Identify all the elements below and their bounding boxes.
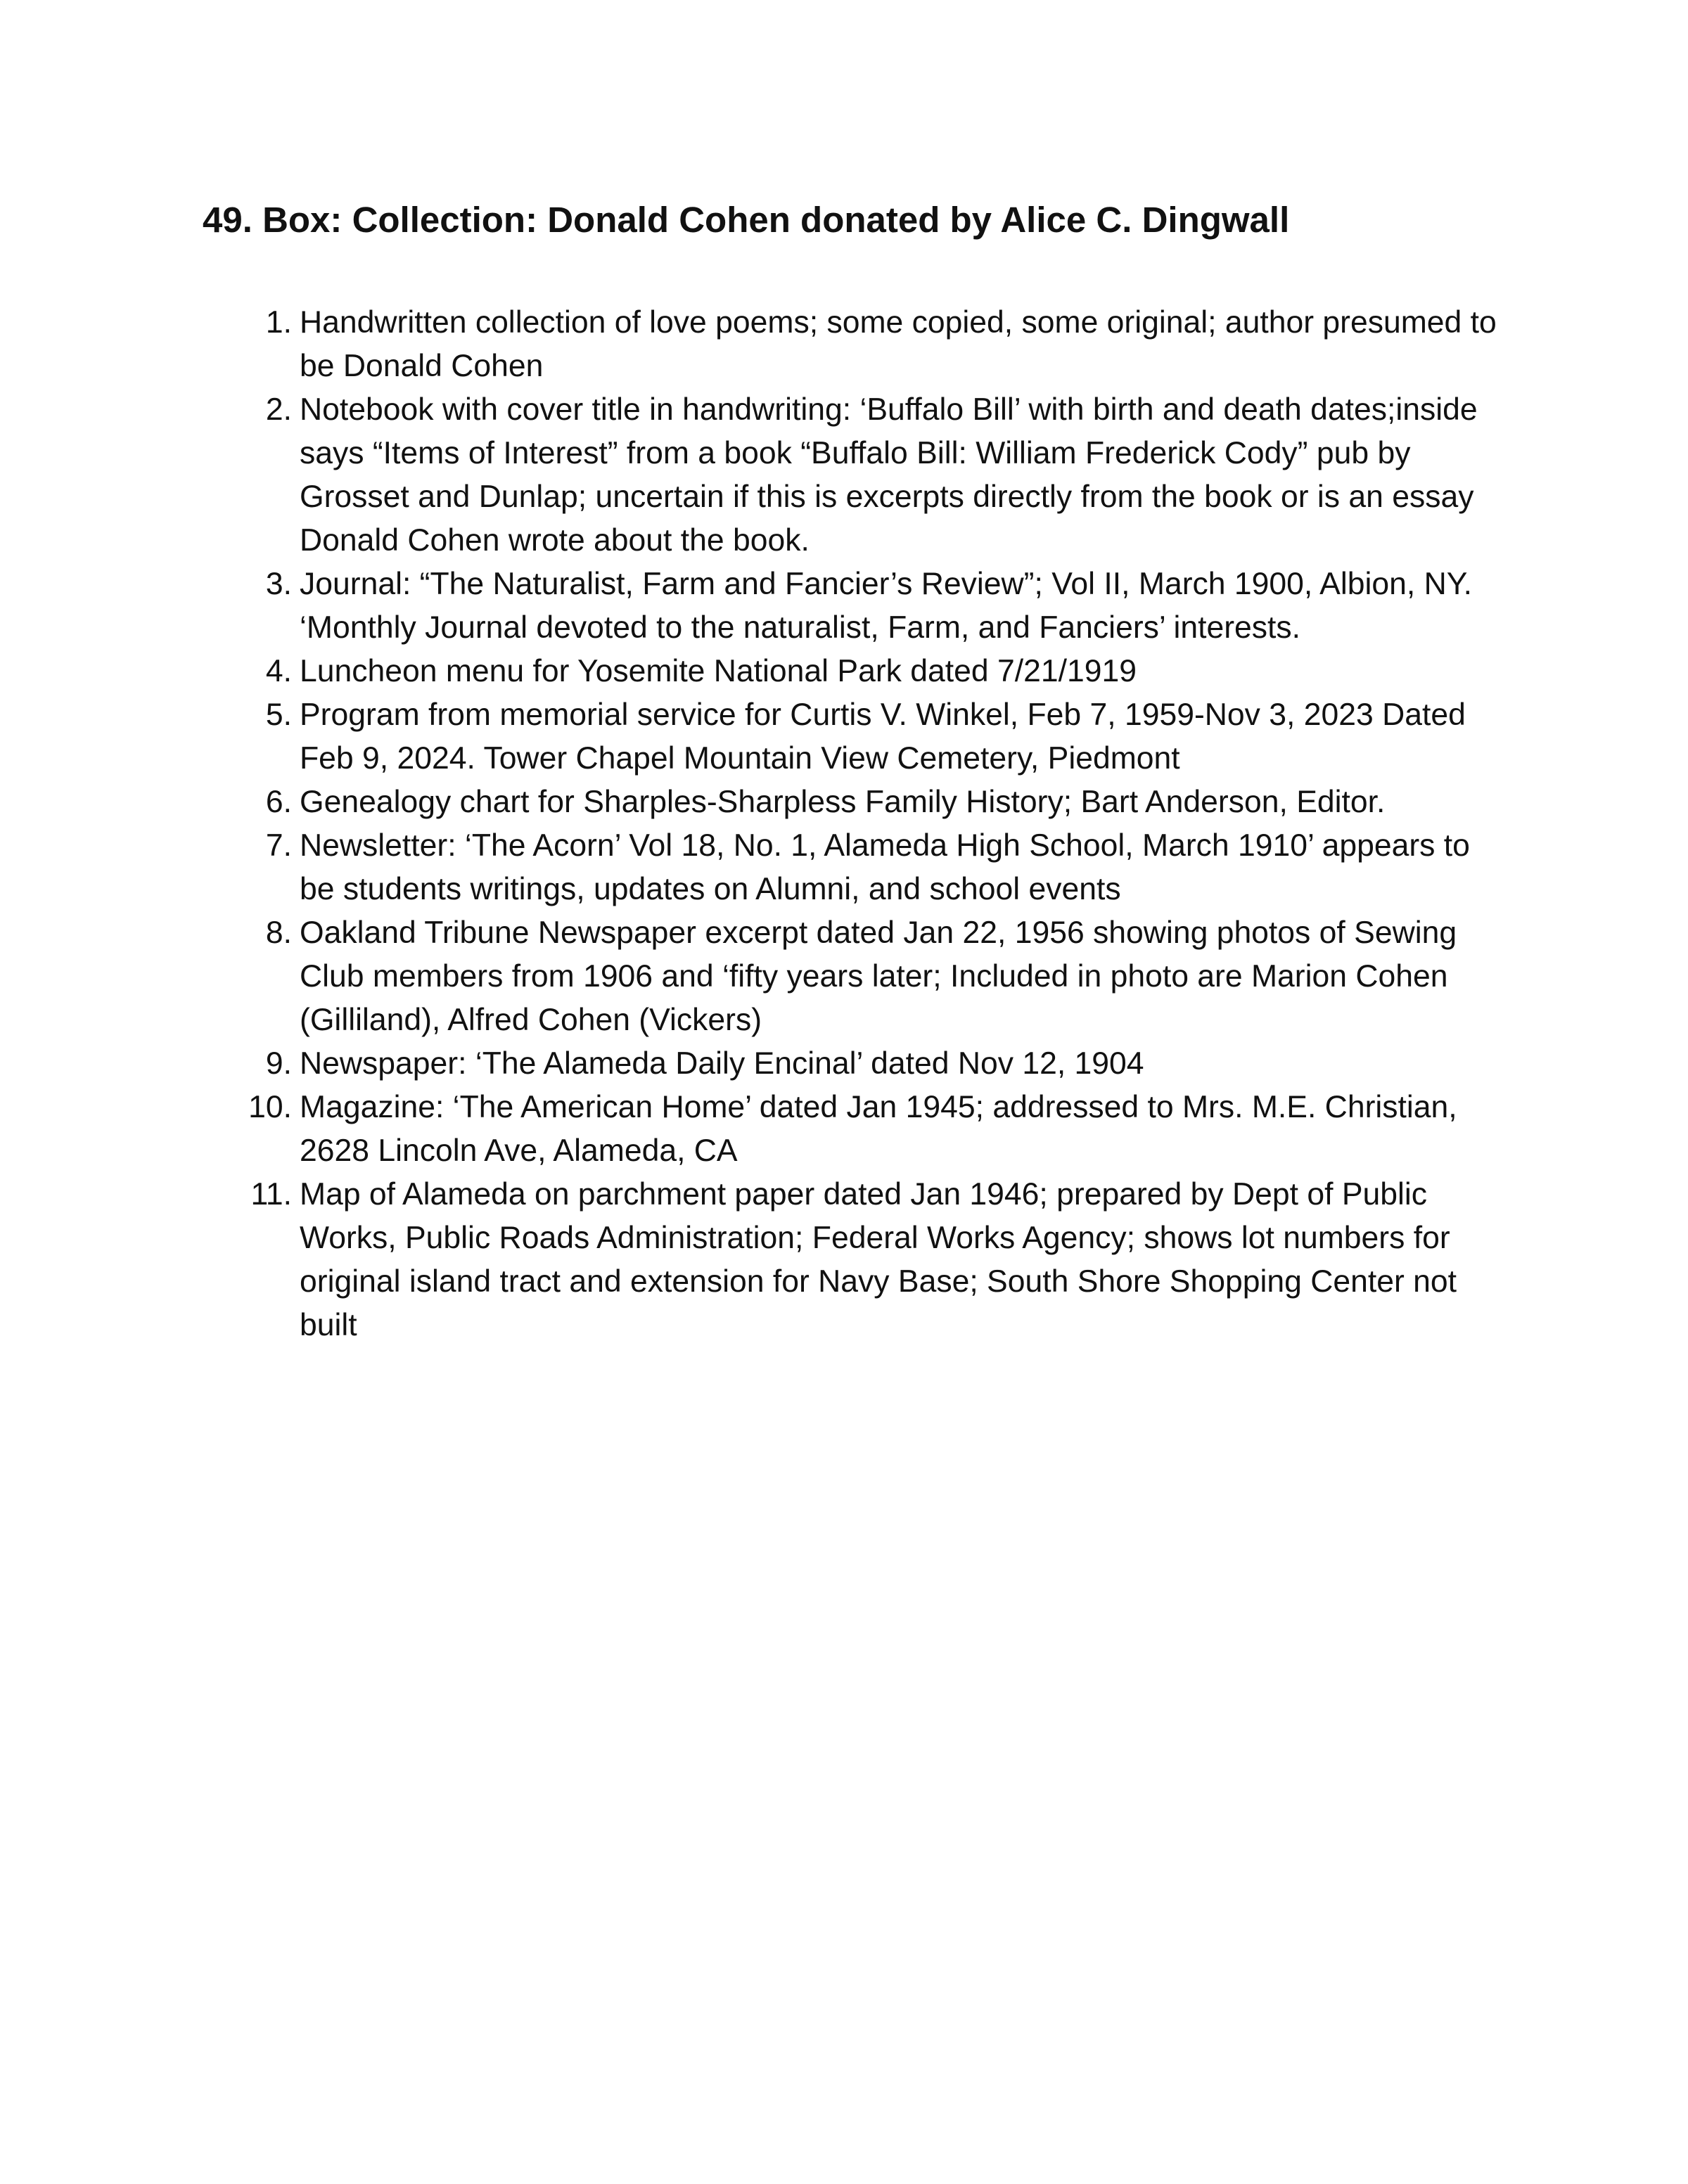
item-text: Handwritten collection of love poems; some copied, some original; author presumed to be Donald Cohen <box>300 305 1497 383</box>
item-text: Journal: “The Naturalist, Farm and Fancier’s Review”; Vol II, March 1900, Albion, NY. ‘Monthly Journal devoted to the naturalist, Farm, and Fanciers’ interests. <box>300 567 1473 645</box>
list-item <box>0 824 1688 911</box>
item-number: 4. <box>265 654 292 688</box>
item-number: 8. <box>265 916 292 950</box>
item-text: Notebook with cover title in handwriting: ‘Buffalo Bill’ with birth and death dates;inside says “Items of Interest” from a book “Buffalo Bill: William Frederick Cody” pub by Grosset and Dunlap; uncertain if this is excerpts directly from the book or is an essay Donald Cohen wrote about the book. <box>300 392 1478 558</box>
list-item <box>0 911 1688 1042</box>
item-number: 5. <box>265 698 292 732</box>
list-item <box>0 563 1688 650</box>
document-title: 49. Box: Collection: Donald Cohen donated by Alice C. Dingwall <box>203 200 1290 240</box>
list-item <box>0 1086 1688 1173</box>
list-item <box>0 301 1688 388</box>
item-text: Oakland Tribune Newspaper excerpt dated Jan 22, 1956 showing photos of Sewing Club members from 1906 and ‘fifty years later; Included in photo are Marion Cohen (Gilliland), Alfred Cohen (Vickers) <box>300 916 1457 1037</box>
item-number: 2. <box>265 392 292 427</box>
item-text: Map of Alameda on parchment paper dated Jan 1946; prepared by Dept of Public Works, Public Roads Administration; Federal Works Agency; shows lot numbers for original island tract and extension for Navy Base; South Shore Shopping Center not built <box>300 1177 1457 1342</box>
item-text: Magazine: ‘The American Home’ dated Jan 1945; addressed to Mrs. M.E. Christian, 2628 Lincoln Ave, Alameda, CA <box>300 1090 1457 1168</box>
list-item <box>0 388 1688 563</box>
item-number: 1. <box>265 305 292 340</box>
list-item <box>0 1173 1688 1347</box>
item-list <box>0 301 1688 1347</box>
item-number: 11. <box>250 1177 292 1212</box>
list-item <box>0 693 1688 781</box>
item-number: 7. <box>265 828 292 863</box>
item-text: Program from memorial service for Curtis V. Winkel, Feb 7, 1959-Nov 3, 2023 Dated Feb 9, 2024. Tower Chapel Mountain View Cemetery, Piedmont <box>300 698 1466 776</box>
item-text: Luncheon menu for Yosemite National Park dated 7/21/1919 <box>300 654 1137 688</box>
item-number: 3. <box>265 567 292 601</box>
item-text: Newsletter: ‘The Acorn’ Vol 18, No. 1, Alameda High School, March 1910’ appears to be students writings, updates on Alumni, and school events <box>300 828 1470 906</box>
list-item <box>0 781 1688 824</box>
item-number: 9. <box>265 1046 292 1081</box>
list-item <box>0 650 1688 693</box>
item-number: 6. <box>265 785 292 819</box>
item-text: Genealogy chart for Sharples-Sharpless Family History; Bart Anderson, Editor. <box>300 785 1386 819</box>
item-text: Newspaper: ‘The Alameda Daily Encinal’ dated Nov 12, 1904 <box>300 1046 1144 1081</box>
list-item <box>0 1042 1688 1086</box>
item-number: 10. <box>248 1090 292 1124</box>
